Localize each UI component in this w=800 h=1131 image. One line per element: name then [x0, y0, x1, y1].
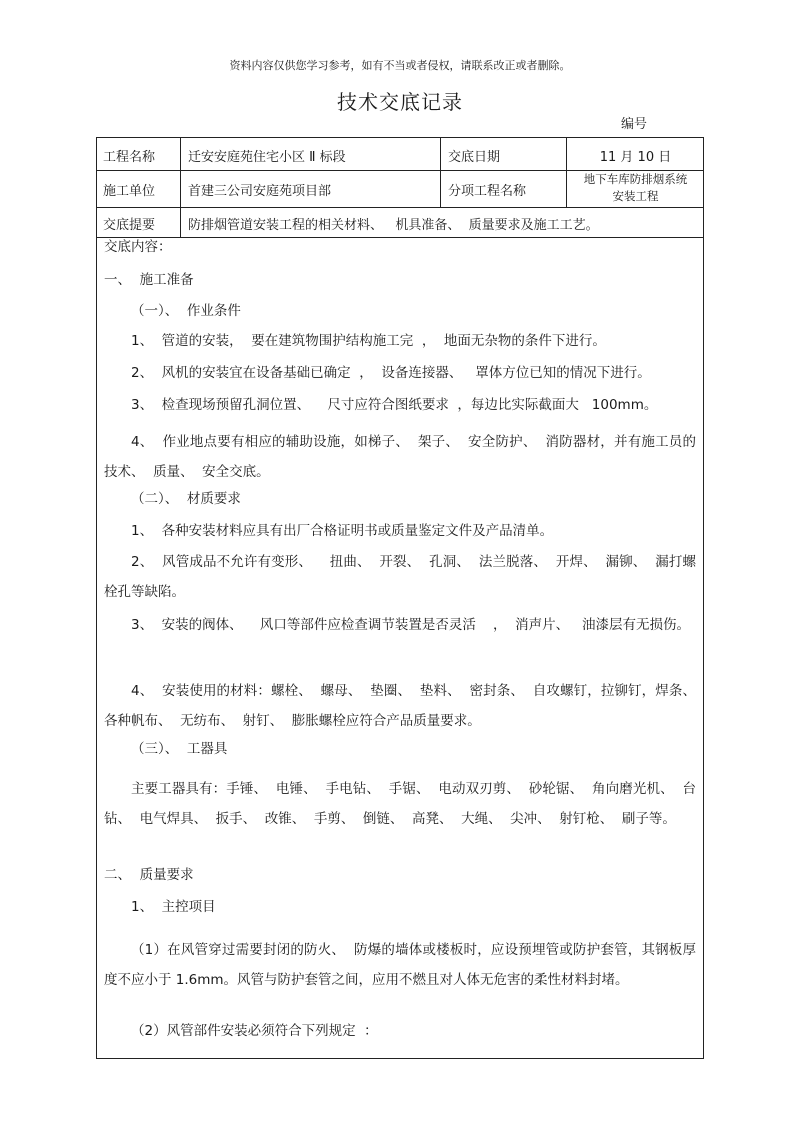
row-divider: [97, 207, 703, 208]
content-paragraph: 2、 风管成品不允许有变形、 扭曲、 开裂、 孔洞、 法兰脱落、 开焊、 漏铆、 漏打螺栓孔等缺陷。: [104, 554, 696, 600]
content-paragraph: 3、 安装的阀体、 风口等部件应检查调节装置是否灵活 ， 消声片、 油漆层有无损伤。: [131, 617, 690, 633]
content-paragraph: （1）在风管穿过需要封闭的防火、 防爆的墙体或楼板时，应设预埋管或防护套管，其钢板厚度不应小于 1.6mm。风管与防护套管之间，应用不燃且对人体无危害的柔性材料封堵。: [104, 942, 696, 988]
content-paragraph: 4、 安装使用的材料：螺栓、 螺母、 垫圈、 垫料、 密封条、 自攻螺钉，拉铆钉，焊条、 各种帆布、 无纺布、 射钉、 膨胀螺栓应符合产品质量要求。: [104, 683, 705, 729]
sub-project-value-line2: 安装工程: [612, 189, 659, 203]
document-title: 技术交底记录: [337, 90, 463, 114]
column-divider: [440, 138, 441, 207]
content-paragraph: 2、 风机的安装宜在设备基础已确定 ， 设备连接器、 罩体方位已知的情况下进行。: [131, 365, 651, 381]
content-paragraph: 4、 作业地点要有相应的辅助设施，如梯子、 架子、 安全防护、 消防器材，并有施工员的技术、 质量、 安全交底。: [104, 434, 696, 480]
summary-label: 交底提要: [103, 218, 156, 233]
subsection-heading: （一）、 作业条件: [131, 303, 241, 319]
construction-unit-label: 施工单位: [103, 184, 156, 199]
content-paragraph: 3、 检查现场预留孔洞位置、 尺寸应符合图纸要求 ，每边比实际截面大 100mm。: [131, 397, 658, 413]
doc-number-label: 编号: [621, 117, 648, 132]
content-paragraph: （2）风管部件安装必须符合下列规定 ：: [131, 1023, 378, 1039]
copyright-disclaimer: 资料内容仅供您学习参考，如有不当或者侵权，请联系改正或者删除。: [229, 59, 571, 72]
subsection-heading: 1、 主控项目: [131, 899, 216, 915]
column-divider: [180, 138, 181, 237]
content-paragraph: 1、 各种安装材料应具有出厂合格证明书或质量鉴定文件及产品清单。: [131, 523, 554, 539]
subsection-heading: （三）、 工器具: [131, 741, 228, 757]
project-name-value: 迁安安庭苑住宅小区 Ⅱ 标段: [188, 150, 346, 165]
sub-project-value-line1: 地下车库防排烟系统: [583, 172, 688, 186]
disclosure-record-table: [96, 137, 704, 1059]
section-heading: 二、 质量要求: [104, 867, 194, 883]
sub-project-label: 分项工程名称: [448, 184, 527, 199]
subsection-heading: （二）、 材质要求: [131, 491, 241, 507]
summary-value: 防排烟管道安装工程的相关材料、 机具准备、 质量要求及施工工艺。: [188, 218, 599, 233]
project-name-label: 工程名称: [103, 150, 156, 165]
construction-unit-value: 首建三公司安庭苑项目部: [188, 184, 332, 199]
date-value: 11 月 10 日: [599, 150, 672, 165]
content-heading: 交底内容：: [104, 239, 172, 255]
date-label: 交底日期: [448, 150, 501, 165]
content-paragraph: 主要工器具有：手锤、 电锤、 手电钻、 手锯、 电动双刃剪、 砂轮锯、 角向磨光机、 台钻、 电气焊具、 扳手、 改锥、 手剪、 倒链、 高凳、 大绳、 尖冲、 射钉枪、 刷子等。: [104, 781, 696, 827]
section-heading: 一、 施工准备: [104, 272, 194, 288]
content-paragraph: 1、 管道的安装， 要在建筑物围护结构施工完 ， 地面无杂物的条件下进行。: [131, 333, 606, 349]
